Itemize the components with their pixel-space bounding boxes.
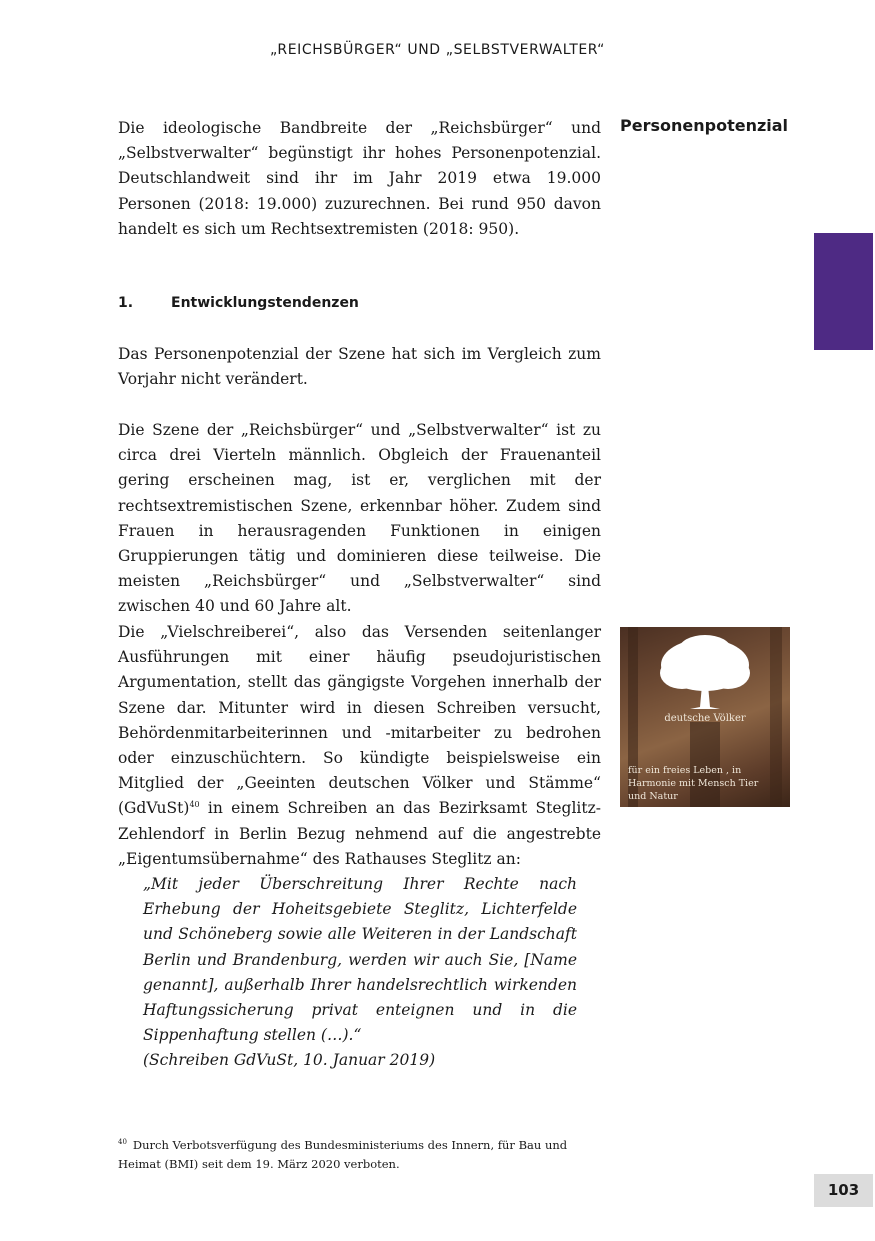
paragraph-vielschreiberei [118,620,601,872]
section-number: 1. [118,295,134,311]
paragraph-vielschreiberei-part2: in einem Schreiben an das Bezirksamt Steglitz-Zehlendorf in Berlin Bezug nehmend auf die angestrebte „Eigentumsübernahme“ des Rathauses Steglitz an: [118,799,601,868]
image-caption-slogan: für ein freies Leben , in Harmonie mit Mensch Tier und Natur [628,765,759,802]
quote-source: (Schreiben GdVuSt, 10. Januar 2019) [143,1051,436,1070]
image-caption-title: deutsche Völker [664,713,746,724]
chapter-tab-marker [814,233,873,350]
footnote-number: 40 [118,1138,127,1147]
paragraph-personenpotenzial: Die ideologische Bandbreite der „Reichsbürger“ und „Selbstverwalter“ begünstigt ihr hohes Personenpotenzial. Deutschlandweit sind ihr im Jahr 2019 etwa 19.000 Personen (2018: 19.000) zuzurechnen. Bei rund 950 davon handelt es sich um Rechtsextremisten (2018: 950). [118,119,601,238]
gdvust-logo-image [620,627,790,807]
running-header: „REICHSBÜRGER“ UND „SELBSTVERWALTER“ [270,42,605,58]
section-title: Entwicklungstendenzen [171,295,359,311]
footnote-text: Durch Verbotsverfügung des Bundesministeriums des Innern, für Bau und Heimat (BMI) seit dem 19. März 2020 verboten. [118,1138,568,1171]
quote-text: „Mit jeder Überschreitung Ihrer Rechte nach Erhebung der Hoheitsgebiete Steglitz, Lichterfelde und Schöneberg sowie alle Weiteren in der Landschaft Berlin und Brandenburg, werden wir auch Sie, [Name genannt], außerhalb Ihrer handelsrechtlich wirkenden Haftungssicherung privat enteignen und in die Sippenhaftung stellen (…).“ [143,875,577,1045]
margin-heading: Personenpotenzial [620,116,789,135]
paragraph-vielschreiberei-part1: Die „Vielschreiberei“, also das Versenden seitenlanger Ausführungen mit einer häufig pseudojuristischen Argumentation, stellt das gängigste Vorgehen innerhalb der Szene dar. Mitunter wird in diesen Schreiben versucht, Behördenmitarbeiterinnen und -mitarbeiter zu bedrohen oder einzuschüchtern. So kündigte beispielsweise ein Mitglied der „Geeinten deutschen Völker und Stämme“ (GdVuSt) [118,623,601,818]
footnote [118,1136,604,1174]
paragraph-unchanged: Das Personenpotenzial der Szene hat sich im Vergleich zum Vorjahr nicht verändert. [118,345,601,389]
block-quote [143,872,577,1074]
footnote-reference[interactable]: 40 [189,800,200,810]
section-heading [118,295,359,311]
paragraph-gender-age: Die Szene der „Reichsbürger“ und „Selbstverwalter“ ist zu circa drei Vierteln männlich. Obgleich der Frauenanteil gering erscheinen mag, ist er, verglichen mit der rechtsextremistischen Szene, erkennbar höher. Zudem sind Frauen in herausragenden Funktionen in einigen Gruppierungen tätig und dominieren diese teilweise. Die meisten „Reichsbürger“ und „Selbstverwalter“ sind zwischen 40 und 60 Jahre alt. [118,421,601,616]
page-number: 103 [814,1174,873,1207]
